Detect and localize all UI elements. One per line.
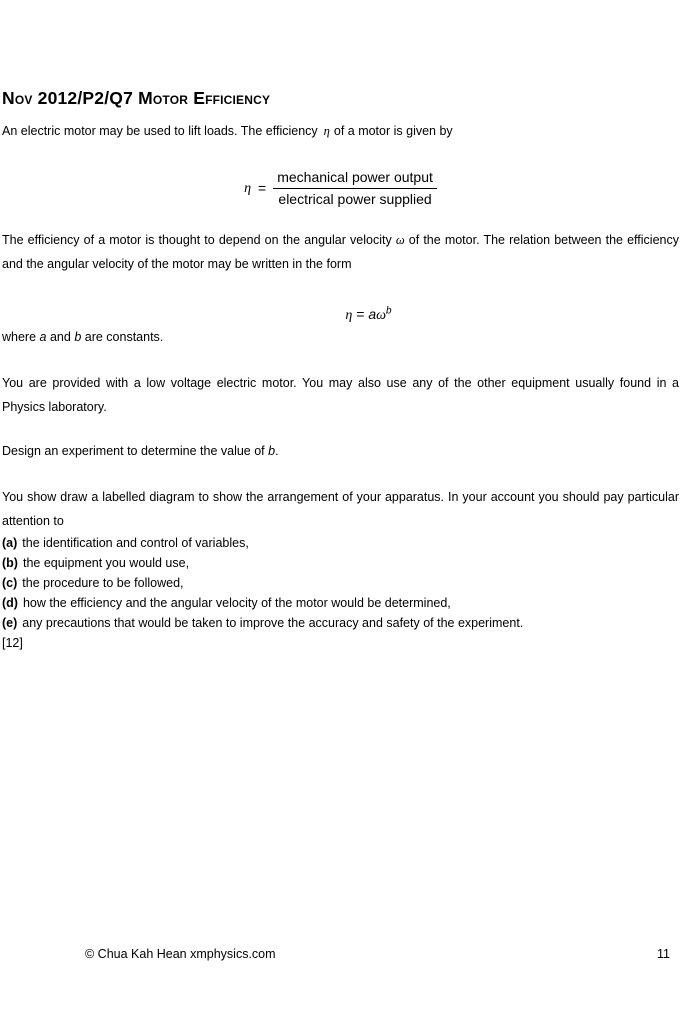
relation-text-before-omega: The efficiency of a motor is thought to depend on the angular velocity: [2, 233, 392, 247]
design-text: Design an experiment to determine the value of: [2, 444, 265, 458]
equation2-coefficient-a: a: [368, 306, 377, 322]
list-item-text: the identification and control of variables,: [22, 536, 249, 550]
provided-paragraph: You are provided with a low voltage electric motor. You may also use any of the other equipment usually found in a Physics laboratory.: [2, 376, 679, 414]
equation1-numerator: mechanical power output: [277, 169, 433, 185]
omega-symbol: ω: [395, 233, 405, 247]
equation1-eta: η: [244, 181, 252, 196]
eta-symbol: η: [323, 124, 330, 138]
copyright-text: © Chua Kah Hean xmphysics.com: [85, 947, 276, 961]
instructions-paragraph: You show draw a labelled diagram to show the arrangement of your apparatus. In your account you should pay particular attention to: [2, 490, 679, 528]
design-variable-b: b: [268, 444, 276, 458]
list-item: [2, 613, 679, 633]
list-item-text: how the efficiency and the angular velocity of the motor would be determined,: [22, 596, 451, 610]
relation-text-after-omega: of the motor. The relation between the efficiency and the angular velocity of the motor may be written in the form: [2, 233, 679, 271]
equation1-denominator: electrical power supplied: [273, 188, 437, 208]
constants-text-and: and: [49, 330, 71, 344]
constants-text-are: are constants.: [84, 330, 164, 344]
page-footer: [0, 946, 681, 962]
list-item-label: (a): [2, 536, 18, 550]
list-item: [2, 553, 679, 573]
equation1-equals: =: [258, 180, 267, 196]
variable-b: b: [74, 330, 82, 344]
efficiency-equation: [2, 169, 679, 208]
intro-paragraph: [2, 119, 679, 143]
design-period: .: [275, 444, 279, 458]
intro-text-after-eta: of a motor is given by: [333, 124, 453, 138]
equation2-equals: =: [356, 306, 365, 322]
design-paragraph: [2, 439, 679, 463]
constants-line: [2, 327, 679, 347]
list-item-label: (c): [2, 576, 18, 590]
attention-list: [2, 533, 679, 633]
equation2-eta: η: [345, 308, 353, 323]
list-item-text: the equipment you would use,: [22, 556, 190, 570]
marks-indicator: [12]: [2, 636, 23, 650]
list-item-text: the procedure to be followed,: [22, 576, 184, 590]
intro-text-before-eta: An electric motor may be used to lift loads. The efficiency: [2, 124, 318, 138]
list-item-label: (e): [2, 616, 18, 630]
list-item: [2, 593, 679, 613]
list-item-text: any precautions that would be taken to improve the accuracy and safety of the experiment.: [22, 616, 524, 630]
equation2-exponent-b: b: [386, 305, 392, 317]
relation-paragraph: [2, 228, 679, 276]
list-item: [2, 573, 679, 593]
list-item: [2, 533, 679, 553]
page-title: Nov 2012/P2/Q7 Motor Efficiency: [2, 88, 271, 108]
variable-a: a: [39, 330, 47, 344]
equation2-omega: ω: [376, 308, 387, 323]
constants-text-where: where: [2, 330, 37, 344]
list-item-label: (b): [2, 556, 18, 570]
list-item-label: (d): [2, 596, 18, 610]
power-law-equation: [2, 305, 679, 325]
equation1-fraction: [273, 169, 437, 208]
page-number: 11: [657, 947, 670, 961]
